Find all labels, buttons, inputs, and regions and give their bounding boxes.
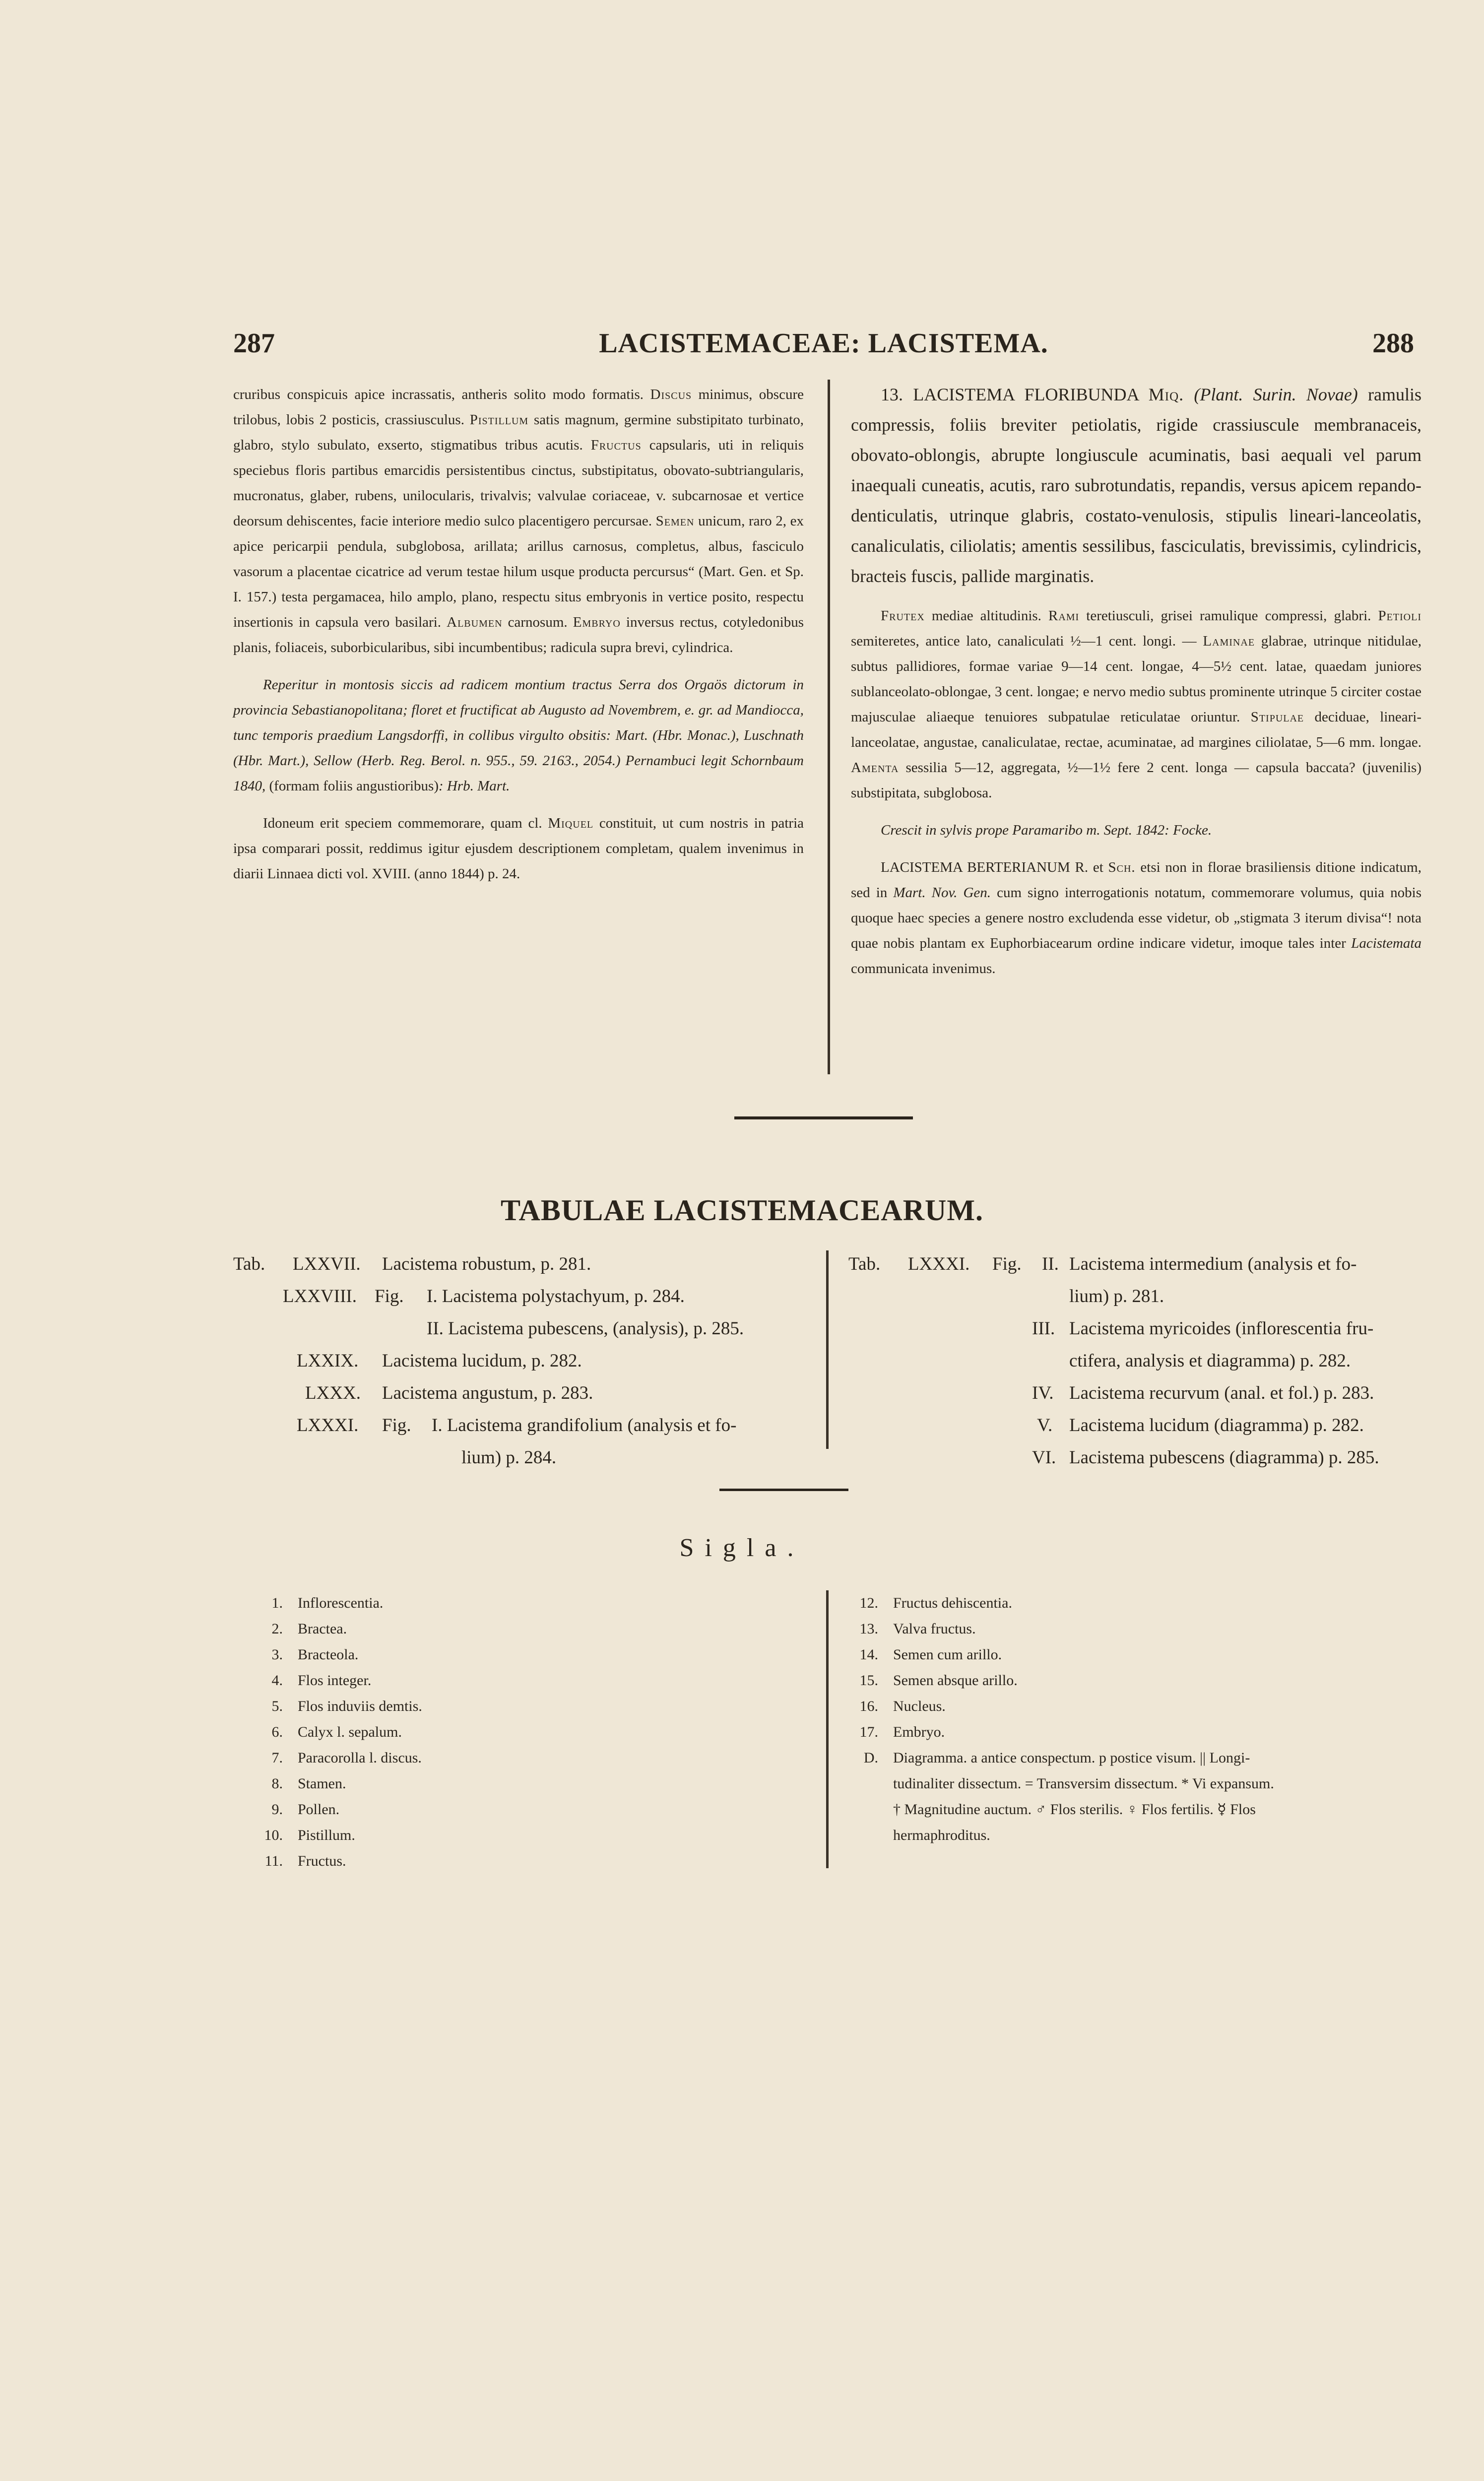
sigla-entry: 14. Semen cum arillo.	[859, 1646, 1002, 1663]
column-divider-tabulae	[826, 1250, 829, 1449]
tabula-entry: V. Lacistema lucidum (diagramma) p. 282.	[1037, 1415, 1364, 1436]
sigla-entry: 16. Nucleus.	[859, 1698, 946, 1714]
section-separator	[734, 1116, 913, 1119]
species-diagnosis: 13. LACISTEMA FLORIBUNDA Miq. (Plant. Surin. Novae) ramulis compressis, foliis breviter petiolatis, rigide crassiuscule membranaceis, obovato-oblongis, abrupte longiuscule acuminatis, basi aequali vel parum inaequali cuneatis, acutis, raro subrotundatis, repandis, versus apicem repando-denticulatis, utrinque glabris, costato-venulosis, stipulis lineari-lanceolatis, canaliculatis, ciliolatis; amentis sessilibus, fasciculatis, brevissimis, cylindricis, bracteis fuscis, pallide marginatis.	[851, 385, 1422, 586]
tabula-entry: LXXXI. Fig. I. Lacistema grandifolium (analysis et fo-	[297, 1415, 737, 1436]
sigla-entry: 7. Paracorolla l. discus.	[271, 1750, 422, 1766]
sigla-separator	[719, 1489, 848, 1491]
left-habitat: Reperitur in montosis siccis ad radicem montium tractus Serra dos Orgaös dictorum in provincia Sebastianopolitana; floret et fructificat ab Augusto ad Novembrem, e. gr. ad Mandiocca, tunc temporis praedium Langsdorffi, in collibus virgulto obsitis: Mart. (Hbr. Monac.), Luschnath (Hbr. Mart.), Sellow (Herb. Reg. Berol. n. 955., 59. 2163., 2054.) Pernambuci legit Schornbaum 1840, (formam foliis angustioribus): Hrb. Mart.	[233, 677, 804, 794]
tabula-entry: IV. Lacistema recurvum (anal. et fol.) p. 283.	[1032, 1383, 1374, 1403]
tabula-entry: Tab. LXXVII. Lacistema robustum, p. 281.	[233, 1254, 591, 1274]
tabulae-left-list	[233, 1248, 809, 1474]
tabula-entry: III. Lacistema myricoides (inflorescentia fru-	[1032, 1318, 1374, 1339]
sigla-entry: 6. Calyx l. sepalum.	[271, 1724, 402, 1740]
right-column	[851, 380, 1421, 981]
right-page-number: 288	[1372, 328, 1414, 359]
sigla-entry: 13. Valva fructus.	[859, 1621, 976, 1637]
tabulae-title: TABULAE LACISTEMACEARUM.	[501, 1194, 983, 1227]
sigla-entry: 11. Fructus.	[264, 1853, 346, 1869]
sigla-entry: hermaphroditus.	[893, 1827, 990, 1843]
sigla-left-list	[248, 1590, 794, 1874]
sigla-entry: 17. Embryo.	[859, 1724, 945, 1740]
running-title: LACISTEMACEAE: LACISTEMA.	[599, 328, 1048, 359]
sigla-entry: 3. Bracteola.	[271, 1646, 359, 1663]
tabula-entry: lium) p. 281.	[1069, 1286, 1164, 1306]
species-habitat: Crescit in sylvis prope Paramaribo m. Sept. 1842: Focke.	[881, 822, 1212, 838]
left-description: cruribus conspicuis apice incrassatis, antheris solito modo formatis. Discus minimus, obscure trilobus, lobis 2 posticis, crassiusculus. Pistillum satis magnum, germine substipitato turbinato, glabro, stylo subulato, exserto, stigmatibus tribus acutis. Fructus capsularis, uti in reliquis speciebus floris partibus emarcidis persistentibus cinctus, substipitatus, obovato-subtriangularis, mucronatus, glaber, rubens, unilocularis, trivalvis; valvulae coriaceae, v. subcarnosae et vertice deorsum dehiscentes, facie interiore medio sulco placentigero percursae. Semen unicum, raro 2, ex apice pericarpii pendula, subglobosa, arillata; arillus carnosus, completus, albus, fasciculo vasorum a placentae cicatrice ad verum testae hilum usque producta percursus“ (Mart. Gen. et Sp. I. 157.) testa pergamacea, hilo amplo, plano, respectu situs embryonis in vertice posito, respectu insertionis in capsula vero basilari. Albumen carnosum. Embryo inversus rectus, cotyledonibus planis, foliaceis, suborbicularibus, sibi incumbentibus; radicula supra brevi, cylindrica.	[233, 387, 804, 655]
sigla-title: Sigla.	[679, 1534, 805, 1562]
sigla-right-list	[843, 1590, 1419, 1848]
sigla-entry: 9. Pollen.	[271, 1801, 340, 1818]
sigla-entry: 12. Fructus dehiscentia.	[859, 1595, 1012, 1611]
tabula-entry: ctifera, analysis et diagramma) p. 282.	[1069, 1351, 1351, 1371]
sigla-entry: 8. Stamen.	[271, 1775, 346, 1792]
sigla-entry: 10. Pistillum.	[264, 1827, 355, 1843]
running-header	[233, 327, 1414, 367]
tabula-entry: LXXIX. Lacistema lucidum, p. 282.	[297, 1351, 582, 1371]
tabula-entry: II. Lacistema pubescens, (analysis), p. 285.	[427, 1318, 744, 1339]
tabula-entry: Tab. LXXXI. Fig. II. Lacistema intermedium (analysis et fo-	[848, 1254, 1357, 1274]
left-column	[233, 382, 804, 887]
left-note: Idoneum erit speciem commemorare, quam cl. Miquel constituit, ut cum nostris in patria ipsa comparari possit, reddimus igitur ejusdem descriptionem completam, qualem invenimus in diarii Linnaea dicti vol. XVIII. (anno 1844) p. 24.	[233, 815, 804, 882]
column-divider-top	[828, 380, 830, 1074]
sigla-entry: D. Diagramma. a antice conspectum. p postice visum. || Longi-	[863, 1750, 1250, 1766]
sigla-entry: 4. Flos integer.	[271, 1672, 372, 1689]
sigla-entry: 15. Semen absque arillo.	[859, 1672, 1018, 1689]
left-page-number: 287	[233, 328, 275, 359]
sigla-entry: 5. Flos induviis demtis.	[271, 1698, 422, 1714]
berterianum-note: LACISTEMA BERTERIANUM R. et Sch. etsi non in florae brasiliensis ditione indicatum, sed in Mart. Nov. Gen. cum signo interrogationis notatum, commemorare volumus, quia nobis quoque haec species a genere nostro excludenda esse videtur, ob „stigmata 3 iterum divisa“! nota quae nobis plantam ex Euphorbiacearum ordine indicare videtur, imoque tales inter Lacistemata communicata invenimus.	[851, 859, 1421, 977]
tabula-entry: VI. Lacistema pubescens (diagramma) p. 285.	[1032, 1447, 1379, 1468]
tabula-entry: LXXX. Lacistema angustum, p. 283.	[305, 1383, 593, 1403]
tabula-entry: LXXVIII. Fig. I. Lacistema polystachyum, p. 284.	[283, 1286, 685, 1306]
sigla-entry: tudinaliter dissectum. = Transversim dissectum. * Vi expansum.	[893, 1775, 1274, 1792]
sigla-entry: 2. Bractea.	[271, 1621, 347, 1637]
sigla-entry: † Magnitudine auctum. ♂ Flos sterilis. ♀ Flos fertilis. ☿ Flos	[893, 1801, 1256, 1818]
tabula-entry: lium) p. 284.	[461, 1447, 557, 1468]
tabulae-right-list	[848, 1248, 1424, 1474]
column-divider-sigla	[826, 1590, 829, 1868]
sigla-entry: 1. Inflorescentia.	[271, 1595, 384, 1611]
species-description: Frutex mediae altitudinis. Rami teretiusculi, grisei ramulique compressi, glabri. Petioli semiteretes, antice lato, canaliculati ½—1 cent. longi. — Laminae glabrae, utrinque nitidulae, subtus pallidiores, formae variae 9—14 cent. longae, 4—5½ cent. latae, quaedam juniores sublanceolato-oblongae, 3 cent. longae; e nervo medio subtus prominente utrinque 5 circiter costae majusculae aliaeque tenuiores subpatulae reticulatae oriuntur. Stipulae deciduae, lineari-lanceolatae, angustae, canaliculatae, rectae, acuminatae, ad margines ciliolatae, 5—6 mm. longae. Amenta sessilia 5—12, aggregata, ½—1½ fere 2 cent. longa — capsula baccata? (juvenilis) substipitata, subglobosa.	[851, 608, 1421, 801]
